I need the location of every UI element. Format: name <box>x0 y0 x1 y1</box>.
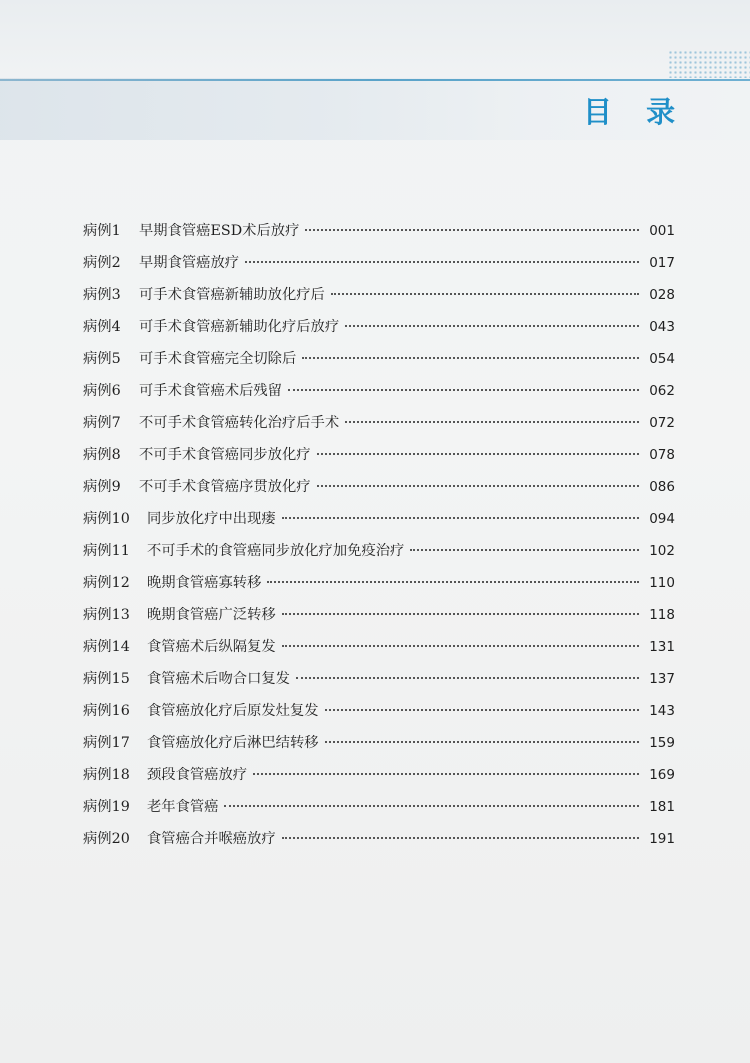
toc-entry-title: 食管癌合并喉癌放疗 <box>147 831 276 847</box>
toc-leader-dots <box>224 804 639 807</box>
toc-case-number: 病例19 <box>83 799 130 815</box>
toc-entry[interactable] <box>83 343 675 375</box>
toc-entry[interactable] <box>83 567 675 599</box>
toc-page-number: 137 <box>649 671 675 687</box>
toc-entry-title: 食管癌放化疗后原发灶复发 <box>147 703 319 719</box>
toc-leader-dots <box>325 708 639 711</box>
toc-entry[interactable] <box>83 631 675 663</box>
page-title: 目 录 <box>583 95 688 129</box>
toc-page-number: 086 <box>649 479 675 495</box>
toc-page-number: 102 <box>649 543 675 559</box>
toc-entry-title: 颈段食管癌放疗 <box>147 767 248 783</box>
toc-leader-dots <box>288 388 639 391</box>
toc-leader-dots <box>331 292 639 295</box>
toc-leader-dots <box>282 612 639 615</box>
toc-leader-dots <box>325 740 639 743</box>
toc-leader-dots <box>282 836 639 839</box>
toc-page-number: 131 <box>649 639 675 655</box>
toc-page-number: 159 <box>649 735 675 751</box>
toc-entry-title: 晚期食管癌寡转移 <box>147 575 262 591</box>
toc-page-number: 078 <box>649 447 675 463</box>
toc-entry-title: 不可手术食管癌同步放化疗 <box>139 447 311 463</box>
toc-entry-title: 食管癌术后吻合口复发 <box>147 671 290 687</box>
toc-case-number: 病例8 <box>83 447 121 463</box>
toc-case-number: 病例17 <box>83 735 130 751</box>
toc-page-number: 169 <box>649 767 675 783</box>
toc-entry-title: 可手术食管癌术后残留 <box>139 383 282 399</box>
toc-entry[interactable] <box>83 695 675 727</box>
toc-case-number: 病例4 <box>83 319 121 335</box>
toc-page-number: 072 <box>649 415 675 431</box>
toc-case-number: 病例6 <box>83 383 121 399</box>
toc-case-number: 病例18 <box>83 767 130 783</box>
toc-entry-title: 早期食管癌放疗 <box>139 255 240 271</box>
toc-leader-dots <box>345 420 639 423</box>
toc-entry-title: 不可手术食管癌转化治疗后手术 <box>139 415 340 431</box>
toc-entry[interactable] <box>83 471 675 503</box>
header-rule <box>0 79 750 81</box>
toc-leader-dots <box>410 548 639 551</box>
toc-leader-dots <box>317 484 639 487</box>
toc-case-number: 病例9 <box>83 479 121 495</box>
toc-case-number: 病例3 <box>83 287 121 303</box>
toc-entry-title: 晚期食管癌广泛转移 <box>147 607 276 623</box>
toc-leader-dots <box>305 228 639 231</box>
toc-entry[interactable] <box>83 311 675 343</box>
toc-page-number: 062 <box>649 383 675 399</box>
toc-case-number: 病例13 <box>83 607 130 623</box>
toc-page-number: 054 <box>649 351 675 367</box>
toc-entry-title: 老年食管癌 <box>147 799 219 815</box>
toc-case-number: 病例20 <box>83 831 130 847</box>
toc-leader-dots <box>282 516 639 519</box>
toc-entry[interactable] <box>83 215 675 247</box>
toc-page-number: 094 <box>649 511 675 527</box>
toc-case-number: 病例11 <box>83 543 130 559</box>
toc-entry[interactable] <box>83 503 675 535</box>
toc-entry[interactable] <box>83 599 675 631</box>
toc-page-number: 017 <box>649 255 675 271</box>
toc-leader-dots <box>282 644 639 647</box>
toc-case-number: 病例16 <box>83 703 130 719</box>
toc-entry[interactable] <box>83 439 675 471</box>
toc-entry-title: 不可手术食管癌序贯放化疗 <box>139 479 311 495</box>
toc-leader-dots <box>267 580 639 583</box>
toc-case-number: 病例7 <box>83 415 121 431</box>
toc-leader-dots <box>302 356 639 359</box>
toc-entry-title: 可手术食管癌新辅助放化疗后 <box>139 287 325 303</box>
toc-case-number: 病例1 <box>83 223 121 239</box>
toc-entry-title: 早期食管癌ESD术后放疗 <box>139 223 300 239</box>
toc-page-number: 143 <box>649 703 675 719</box>
toc-case-number: 病例10 <box>83 511 130 527</box>
toc-page-number: 001 <box>649 223 675 239</box>
toc-entry[interactable] <box>83 791 675 823</box>
toc-case-number: 病例5 <box>83 351 121 367</box>
toc-case-number: 病例12 <box>83 575 130 591</box>
toc-entry[interactable] <box>83 663 675 695</box>
toc-page-number: 181 <box>649 799 675 815</box>
toc-entry[interactable] <box>83 535 675 567</box>
toc-entry-title: 可手术食管癌新辅助化疗后放疗 <box>139 319 340 335</box>
toc-page-number: 118 <box>649 607 675 623</box>
toc-entry[interactable] <box>83 823 675 855</box>
toc-page-number: 043 <box>649 319 675 335</box>
toc-entry-title: 食管癌术后纵隔复发 <box>147 639 276 655</box>
toc-case-number: 病例14 <box>83 639 130 655</box>
toc-case-number: 病例2 <box>83 255 121 271</box>
toc-entry[interactable] <box>83 407 675 439</box>
toc-entry[interactable] <box>83 727 675 759</box>
toc-page-number: 191 <box>649 831 675 847</box>
toc-case-number: 病例15 <box>83 671 130 687</box>
toc-page-number: 110 <box>649 575 675 591</box>
toc-leader-dots <box>245 260 639 263</box>
toc-entry[interactable] <box>83 279 675 311</box>
toc-leader-dots <box>345 324 639 327</box>
toc-page-number: 028 <box>649 287 675 303</box>
toc-entry-title: 可手术食管癌完全切除后 <box>139 351 297 367</box>
toc-entry[interactable] <box>83 247 675 279</box>
toc-entry[interactable] <box>83 759 675 791</box>
table-of-contents <box>83 215 675 855</box>
toc-entry-title: 同步放化疗中出现瘘 <box>147 511 276 527</box>
toc-leader-dots <box>253 772 639 775</box>
toc-entry-title: 食管癌放化疗后淋巴结转移 <box>147 735 319 751</box>
toc-leader-dots <box>296 676 639 679</box>
toc-entry-title: 不可手术的食管癌同步放化疗加免疫治疗 <box>147 543 405 559</box>
toc-entry[interactable] <box>83 375 675 407</box>
toc-leader-dots <box>317 452 639 455</box>
decorative-dot-grid <box>668 50 750 78</box>
